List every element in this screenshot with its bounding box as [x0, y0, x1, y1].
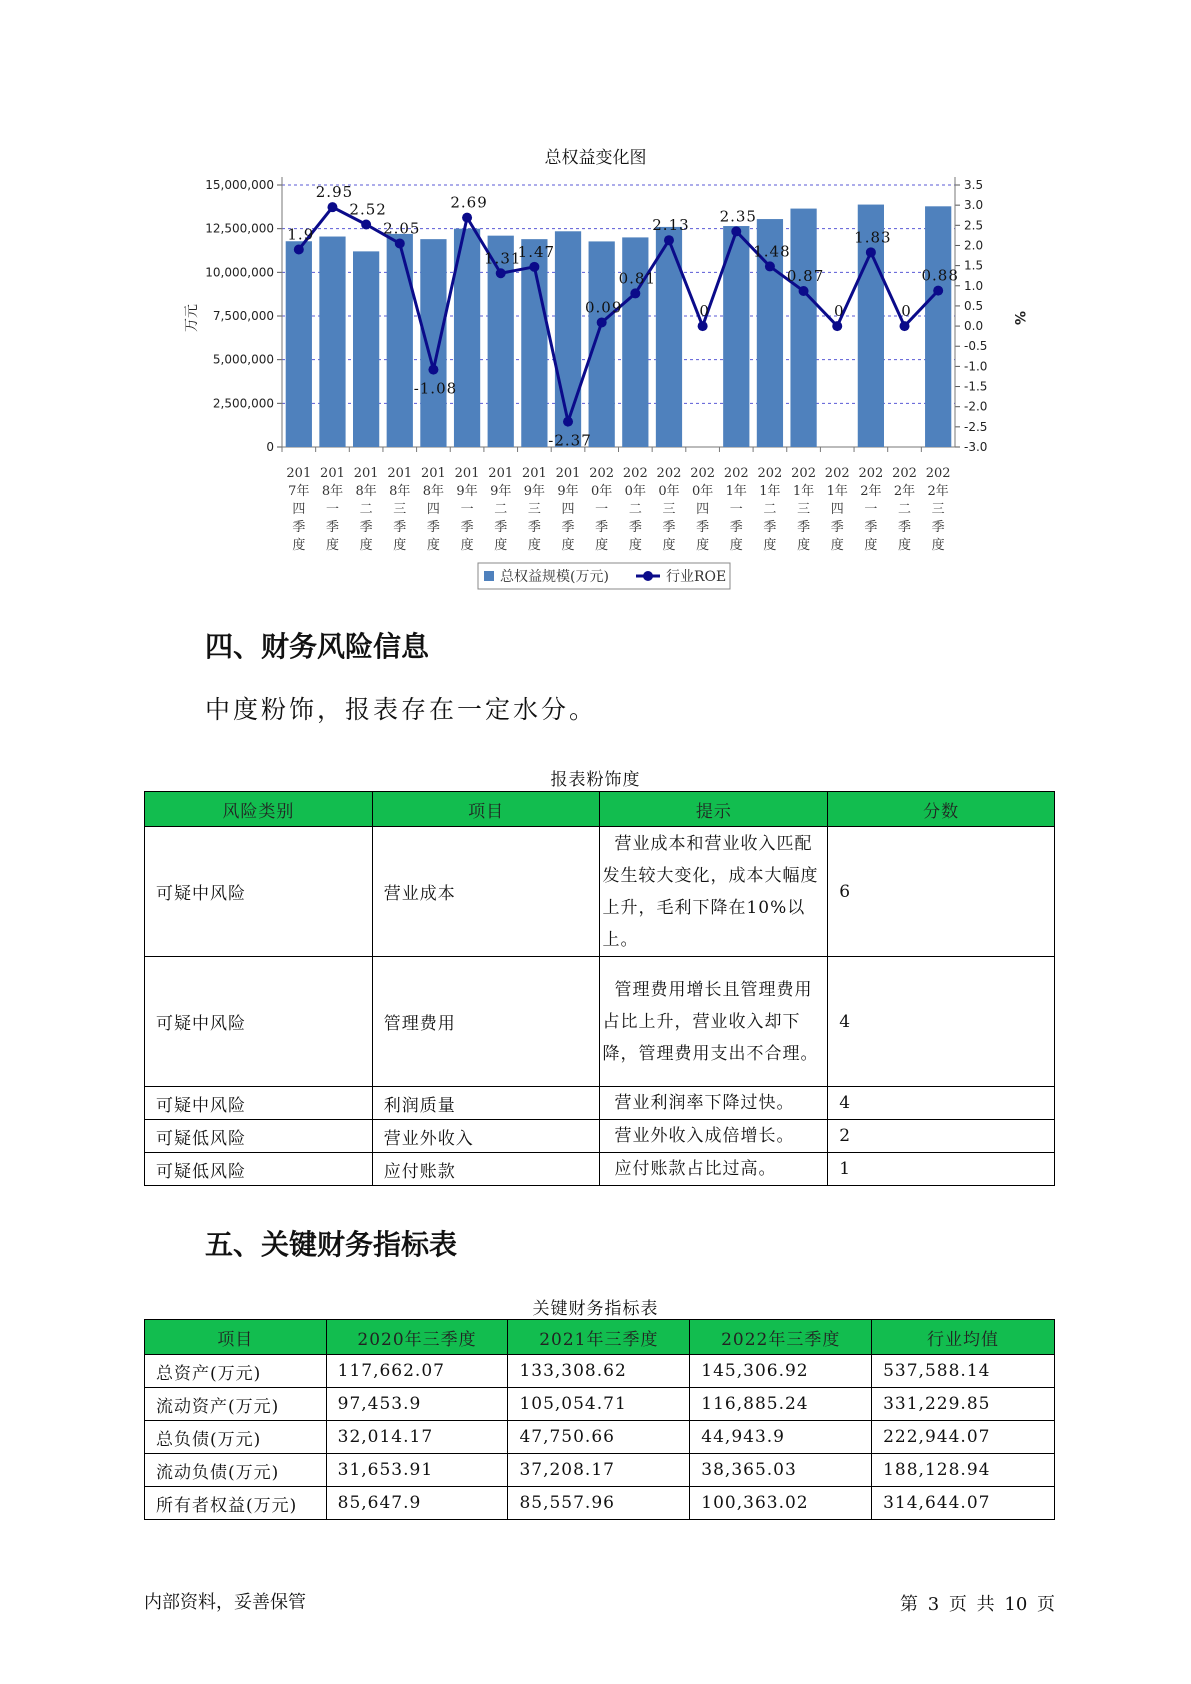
x-tick-label: 202: [824, 466, 850, 481]
x-tick-label: 202: [723, 466, 749, 481]
table-row: [145, 827, 1055, 957]
y2-tick-label: -2.0: [964, 399, 988, 414]
risk-header-item: 项目: [372, 792, 600, 827]
x-tick-label: 度: [325, 538, 339, 553]
y-tick-label: 5,000,000: [212, 352, 274, 367]
table-row: [145, 1120, 1055, 1153]
metric-value-cell: 331,229.85: [872, 1388, 1055, 1421]
x-tick-label: 8年: [355, 484, 377, 499]
roe-point: [428, 365, 438, 375]
table-row: [145, 1388, 1055, 1421]
x-tick-label: 7年: [288, 484, 310, 499]
table-row: [145, 957, 1055, 1087]
x-tick-label: 201: [454, 466, 480, 481]
x-tick-label: 季: [359, 520, 373, 535]
x-tick-label: 三: [931, 502, 945, 517]
metric-name-cell: 总资产(万元): [145, 1355, 327, 1388]
x-tick-label: 季: [494, 520, 508, 535]
risk-category-cell: 可疑中风险: [145, 1087, 373, 1120]
risk-table-header-row: [145, 792, 1055, 827]
bar: [319, 237, 345, 447]
x-tick-label: 度: [931, 538, 945, 553]
risk-hint-cell: 营业成本和营业收入匹配发生较大变化，成本大幅度上升，毛利下降在10%以上。: [600, 827, 828, 957]
bar: [286, 241, 312, 447]
risk-hint-cell: 应付账款占比过高。: [600, 1153, 828, 1186]
x-tick-label: 季: [729, 520, 743, 535]
x-tick-label: 四: [292, 502, 306, 517]
roe-point: [765, 261, 775, 271]
risk-item-cell: 利润质量: [372, 1087, 600, 1120]
metrics-header-item: 项目: [145, 1320, 327, 1355]
x-tick-label: 度: [763, 538, 777, 553]
footer-page-number: 第 3 页 共 10 页: [900, 1594, 1055, 1615]
x-tick-label: 季: [931, 520, 945, 535]
roe-point: [866, 247, 876, 257]
x-tick-label: 三: [527, 502, 541, 517]
roe-data-label: 0.88: [921, 266, 959, 285]
x-tick-label: 季: [595, 520, 609, 535]
x-tick-label: 度: [696, 538, 710, 553]
x-tick-label: 一: [729, 502, 743, 517]
x-tick-label: 201: [521, 466, 547, 481]
metric-name-cell: 流动资产(万元): [145, 1388, 327, 1421]
risk-score-cell: 4: [828, 957, 1055, 1087]
x-tick-label: 202: [757, 466, 783, 481]
roe-point: [529, 262, 539, 272]
x-tick-label: 季: [830, 520, 844, 535]
x-tick-label: 8年: [389, 484, 411, 499]
x-tick-label: 201: [421, 466, 446, 481]
bar: [420, 239, 446, 447]
roe-point: [900, 321, 910, 331]
x-tick-label: 度: [292, 538, 306, 553]
x-tick-label: 季: [393, 520, 407, 535]
risk-category-cell: 可疑中风险: [145, 827, 373, 957]
x-tick-label: 9年: [523, 484, 546, 499]
x-tick-label: 四: [561, 502, 575, 517]
bar: [790, 209, 816, 447]
table-row: [145, 1487, 1055, 1520]
roe-point: [327, 202, 337, 212]
x-tick-label: 三: [797, 502, 811, 517]
risk-category-cell: 可疑低风险: [145, 1153, 373, 1186]
x-tick-label: 202: [690, 466, 716, 481]
x-tick-label: 度: [628, 538, 642, 553]
roe-data-label: 1.83: [854, 228, 892, 247]
metrics-section-heading: 五、关键财务指标表: [205, 1228, 458, 1261]
roe-data-label: 0: [699, 302, 710, 321]
x-tick-label: 202: [925, 466, 951, 481]
risk-hint-cell: 管理费用增长且管理费用占比上升，营业收入却下降，管理费用支出不合理。: [600, 957, 828, 1087]
metric-value-cell: 117,662.07: [326, 1355, 508, 1388]
metrics-table-header-row: [145, 1320, 1055, 1355]
x-tick-label: 季: [628, 520, 642, 535]
x-tick-label: 度: [797, 538, 811, 553]
footer-confidential-note: 内部资料，妥善保管: [144, 1592, 306, 1613]
x-tick-label: 202: [858, 466, 884, 481]
y2-tick-label: -3.0: [964, 440, 988, 454]
y2-tick-label: -1.0: [964, 359, 988, 374]
x-tick-label: 三: [393, 502, 407, 517]
metric-value-cell: 145,306.92: [690, 1355, 872, 1388]
y2-axis-title: %: [1011, 310, 1027, 326]
roe-data-label: -1.08: [413, 379, 458, 398]
y2-tick-label: 2.5: [964, 218, 984, 233]
x-tick-label: 201: [353, 466, 379, 481]
x-tick-label: 度: [527, 538, 541, 553]
metric-value-cell: 44,943.9: [690, 1421, 872, 1454]
metric-value-cell: 31,653.91: [326, 1454, 508, 1487]
x-tick-label: 0年: [658, 484, 680, 499]
y-tick-label: 15,000,000: [205, 178, 274, 192]
risk-header-hint: 提示: [600, 792, 828, 827]
metric-value-cell: 133,308.62: [508, 1355, 690, 1388]
metric-value-cell: 38,365.03: [690, 1454, 872, 1487]
roe-data-label: 2.69: [450, 193, 488, 212]
x-tick-label: 201: [387, 466, 413, 481]
x-tick-label: 二: [494, 502, 508, 517]
x-tick-label: 季: [696, 520, 710, 535]
table-row: [145, 1454, 1055, 1487]
x-tick-label: 1年: [792, 484, 815, 499]
roe-data-label: 1.9: [287, 225, 315, 244]
x-tick-label: 1年: [826, 484, 848, 499]
equity-chart: [0, 0, 1191, 600]
metric-value-cell: 85,557.96: [508, 1487, 690, 1520]
risk-hint-cell: 营业外收入成倍增长。: [600, 1120, 828, 1153]
x-tick-label: 季: [426, 520, 440, 535]
y2-tick-label: -0.5: [964, 339, 988, 354]
risk-table-caption: 报表粉饰度: [550, 770, 641, 790]
roe-data-label: 0: [901, 302, 912, 321]
roe-point: [294, 244, 304, 254]
risk-hint-cell: 营业利润率下降过快。: [600, 1087, 828, 1120]
x-tick-label: 202: [622, 466, 648, 481]
x-tick-label: 一: [325, 502, 339, 517]
x-tick-label: 二: [898, 502, 912, 517]
y2-tick-label: 2.0: [964, 238, 984, 253]
metrics-header-2022q3: 2022年三季度: [690, 1320, 872, 1355]
x-tick-label: 9年: [490, 484, 512, 499]
risk-header-score: 分数: [828, 792, 1055, 827]
x-tick-label: 202: [656, 466, 682, 481]
x-tick-label: 度: [898, 538, 912, 553]
x-tick-label: 季: [797, 520, 811, 535]
table-row: [145, 1355, 1055, 1388]
metric-value-cell: 116,885.24: [690, 1388, 872, 1421]
roe-data-label: 1.31: [484, 249, 522, 268]
y-tick-label: 7,500,000: [212, 309, 274, 323]
risk-item-cell: 应付账款: [372, 1153, 600, 1186]
risk-score-cell: 2: [828, 1120, 1055, 1153]
x-tick-label: 度: [830, 538, 844, 553]
x-tick-label: 度: [460, 538, 474, 553]
risk-header-category: 风险类别: [145, 792, 373, 827]
legend-bar-swatch: [484, 571, 494, 581]
y-tick-label: 0: [266, 440, 274, 454]
x-tick-label: 202: [589, 466, 615, 481]
risk-score-cell: 1: [828, 1153, 1055, 1186]
metrics-table-caption: 关键财务指标表: [532, 1299, 659, 1319]
x-tick-label: 度: [359, 538, 373, 553]
metric-value-cell: 85,647.9: [326, 1487, 508, 1520]
legend-line-marker: [643, 571, 653, 581]
table-row: [145, 1421, 1055, 1454]
y2-tick-label: 0.0: [964, 319, 984, 334]
x-tick-label: 季: [561, 520, 575, 535]
x-tick-label: 9年: [456, 484, 478, 499]
roe-point: [799, 286, 809, 296]
chart-title: 总权益变化图: [544, 148, 647, 168]
risk-category-cell: 可疑低风险: [145, 1120, 373, 1153]
x-tick-label: 0年: [591, 484, 613, 499]
legend-line-label: 行业ROE: [666, 569, 727, 585]
y-tick-label: 10,000,000: [205, 265, 274, 280]
y2-tick-label: -1.5: [964, 379, 988, 394]
roe-point: [496, 268, 506, 278]
risk-score-cell: 6: [828, 827, 1055, 957]
metric-name-cell: 所有者权益(万元): [145, 1487, 327, 1520]
table-row: [145, 1087, 1055, 1120]
x-tick-label: 季: [864, 520, 878, 535]
x-tick-label: 二: [359, 502, 373, 517]
roe-data-label: 0: [833, 302, 845, 321]
x-tick-label: 8年: [321, 484, 344, 499]
x-tick-label: 度: [494, 538, 508, 553]
roe-data-label: 2.05: [383, 219, 421, 238]
roe-point: [630, 288, 640, 298]
roe-data-label: 2.52: [349, 200, 387, 219]
bar: [925, 206, 951, 447]
x-tick-label: 202: [892, 466, 917, 481]
y2-tick-label: 3.5: [964, 178, 984, 192]
metric-name-cell: 总负债(万元): [145, 1421, 327, 1454]
x-tick-label: 三: [662, 502, 676, 517]
metrics-header-industry-avg: 行业均值: [872, 1320, 1055, 1355]
x-tick-label: 202: [791, 466, 816, 481]
roe-point: [731, 226, 741, 236]
roe-data-label: 1.47: [517, 242, 556, 261]
roe-data-label: 2.35: [719, 207, 757, 226]
legend-bar-label: 总权益规模(万元): [500, 569, 609, 585]
roe-data-label: 0.87: [786, 267, 825, 286]
metric-value-cell: 37,208.17: [508, 1454, 690, 1487]
risk-item-cell: 营业成本: [372, 827, 600, 957]
x-tick-label: 度: [426, 538, 440, 553]
metric-value-cell: 188,128.94: [872, 1454, 1055, 1487]
y-tick-label: 2,500,000: [212, 396, 274, 411]
x-tick-label: 9年: [557, 484, 579, 499]
x-tick-label: 0年: [624, 484, 646, 499]
roe-point: [462, 213, 472, 223]
roe-data-label: 0.81: [618, 269, 657, 288]
x-tick-label: 季: [898, 520, 912, 535]
x-tick-label: 201: [320, 466, 345, 481]
x-tick-label: 1年: [759, 484, 781, 499]
x-tick-label: 二: [628, 502, 642, 517]
roe-point: [832, 321, 842, 331]
risk-summary-text: 中度粉饰，报表存在一定水分。: [205, 695, 598, 724]
x-tick-label: 四: [696, 502, 710, 517]
roe-point: [933, 286, 943, 296]
risk-score-cell: 4: [828, 1087, 1055, 1120]
x-tick-label: 一: [864, 502, 878, 517]
x-tick-label: 2年: [860, 484, 882, 499]
metric-name-cell: 流动负债(万元): [145, 1454, 327, 1487]
metric-value-cell: 105,054.71: [508, 1388, 690, 1421]
x-tick-label: 201: [555, 466, 581, 481]
roe-data-label: 1.48: [753, 242, 791, 261]
metric-value-cell: 100,363.02: [690, 1487, 872, 1520]
x-tick-label: 一: [460, 502, 474, 517]
x-tick-label: 度: [662, 538, 676, 553]
x-tick-label: 二: [763, 502, 777, 517]
roe-point: [361, 220, 371, 230]
metrics-header-2020q3: 2020年三季度: [326, 1320, 508, 1355]
risk-item-cell: 管理费用: [372, 957, 600, 1087]
roe-data-label: -2.37: [548, 431, 592, 450]
roe-point: [395, 238, 405, 248]
x-tick-label: 度: [595, 538, 609, 553]
risk-section-heading: 四、财务风险信息: [205, 630, 430, 663]
x-tick-label: 2年: [893, 484, 916, 499]
x-tick-label: 201: [286, 466, 312, 481]
risk-table: [144, 791, 1055, 1186]
metric-value-cell: 537,588.14: [872, 1355, 1055, 1388]
risk-category-cell: 可疑中风险: [145, 957, 373, 1087]
metric-value-cell: 222,944.07: [872, 1421, 1055, 1454]
roe-point: [563, 417, 573, 427]
y-axis-title: 万元: [184, 304, 200, 332]
x-tick-label: 度: [561, 538, 575, 553]
metrics-table: [144, 1319, 1055, 1520]
y2-tick-label: 3.0: [964, 198, 984, 213]
x-tick-label: 度: [864, 538, 878, 553]
bar: [488, 236, 514, 447]
bar: [387, 234, 413, 447]
x-tick-label: 季: [527, 520, 541, 535]
x-tick-label: 季: [292, 520, 306, 535]
y2-tick-label: 1.5: [964, 258, 984, 273]
x-tick-label: 季: [460, 520, 474, 535]
x-tick-label: 季: [763, 520, 777, 535]
x-tick-label: 0年: [691, 484, 714, 499]
x-tick-label: 度: [729, 538, 743, 553]
x-tick-label: 1年: [725, 484, 747, 499]
x-tick-label: 2年: [927, 484, 949, 499]
y2-tick-label: -2.5: [964, 419, 988, 434]
bar: [353, 251, 379, 447]
x-tick-label: 季: [325, 520, 339, 535]
roe-data-label: 2.13: [652, 216, 690, 235]
x-tick-label: 季: [662, 520, 676, 535]
roe-data-label: 2.95: [315, 183, 354, 202]
x-tick-label: 四: [830, 502, 844, 517]
metric-value-cell: 314,644.07: [872, 1487, 1055, 1520]
x-tick-label: 四: [426, 502, 440, 517]
metric-value-cell: 32,014.17: [326, 1421, 508, 1454]
y-tick-label: 12,500,000: [205, 221, 274, 236]
x-tick-label: 度: [393, 538, 407, 553]
x-tick-label: 一: [595, 502, 609, 517]
y2-tick-label: 0.5: [964, 298, 984, 313]
roe-data-label: 0.09: [584, 298, 623, 317]
x-tick-label: 201: [488, 466, 514, 481]
roe-point: [698, 321, 708, 331]
metric-value-cell: 47,750.66: [508, 1421, 690, 1454]
table-row: [145, 1153, 1055, 1186]
x-tick-label: 8年: [422, 484, 445, 499]
metric-value-cell: 97,453.9: [326, 1388, 508, 1421]
metrics-header-2021q3: 2021年三季度: [508, 1320, 690, 1355]
roe-point: [597, 317, 607, 327]
roe-point: [664, 235, 674, 245]
bar: [589, 241, 615, 447]
y2-tick-label: 1.0: [964, 278, 984, 293]
risk-item-cell: 营业外收入: [372, 1120, 600, 1153]
